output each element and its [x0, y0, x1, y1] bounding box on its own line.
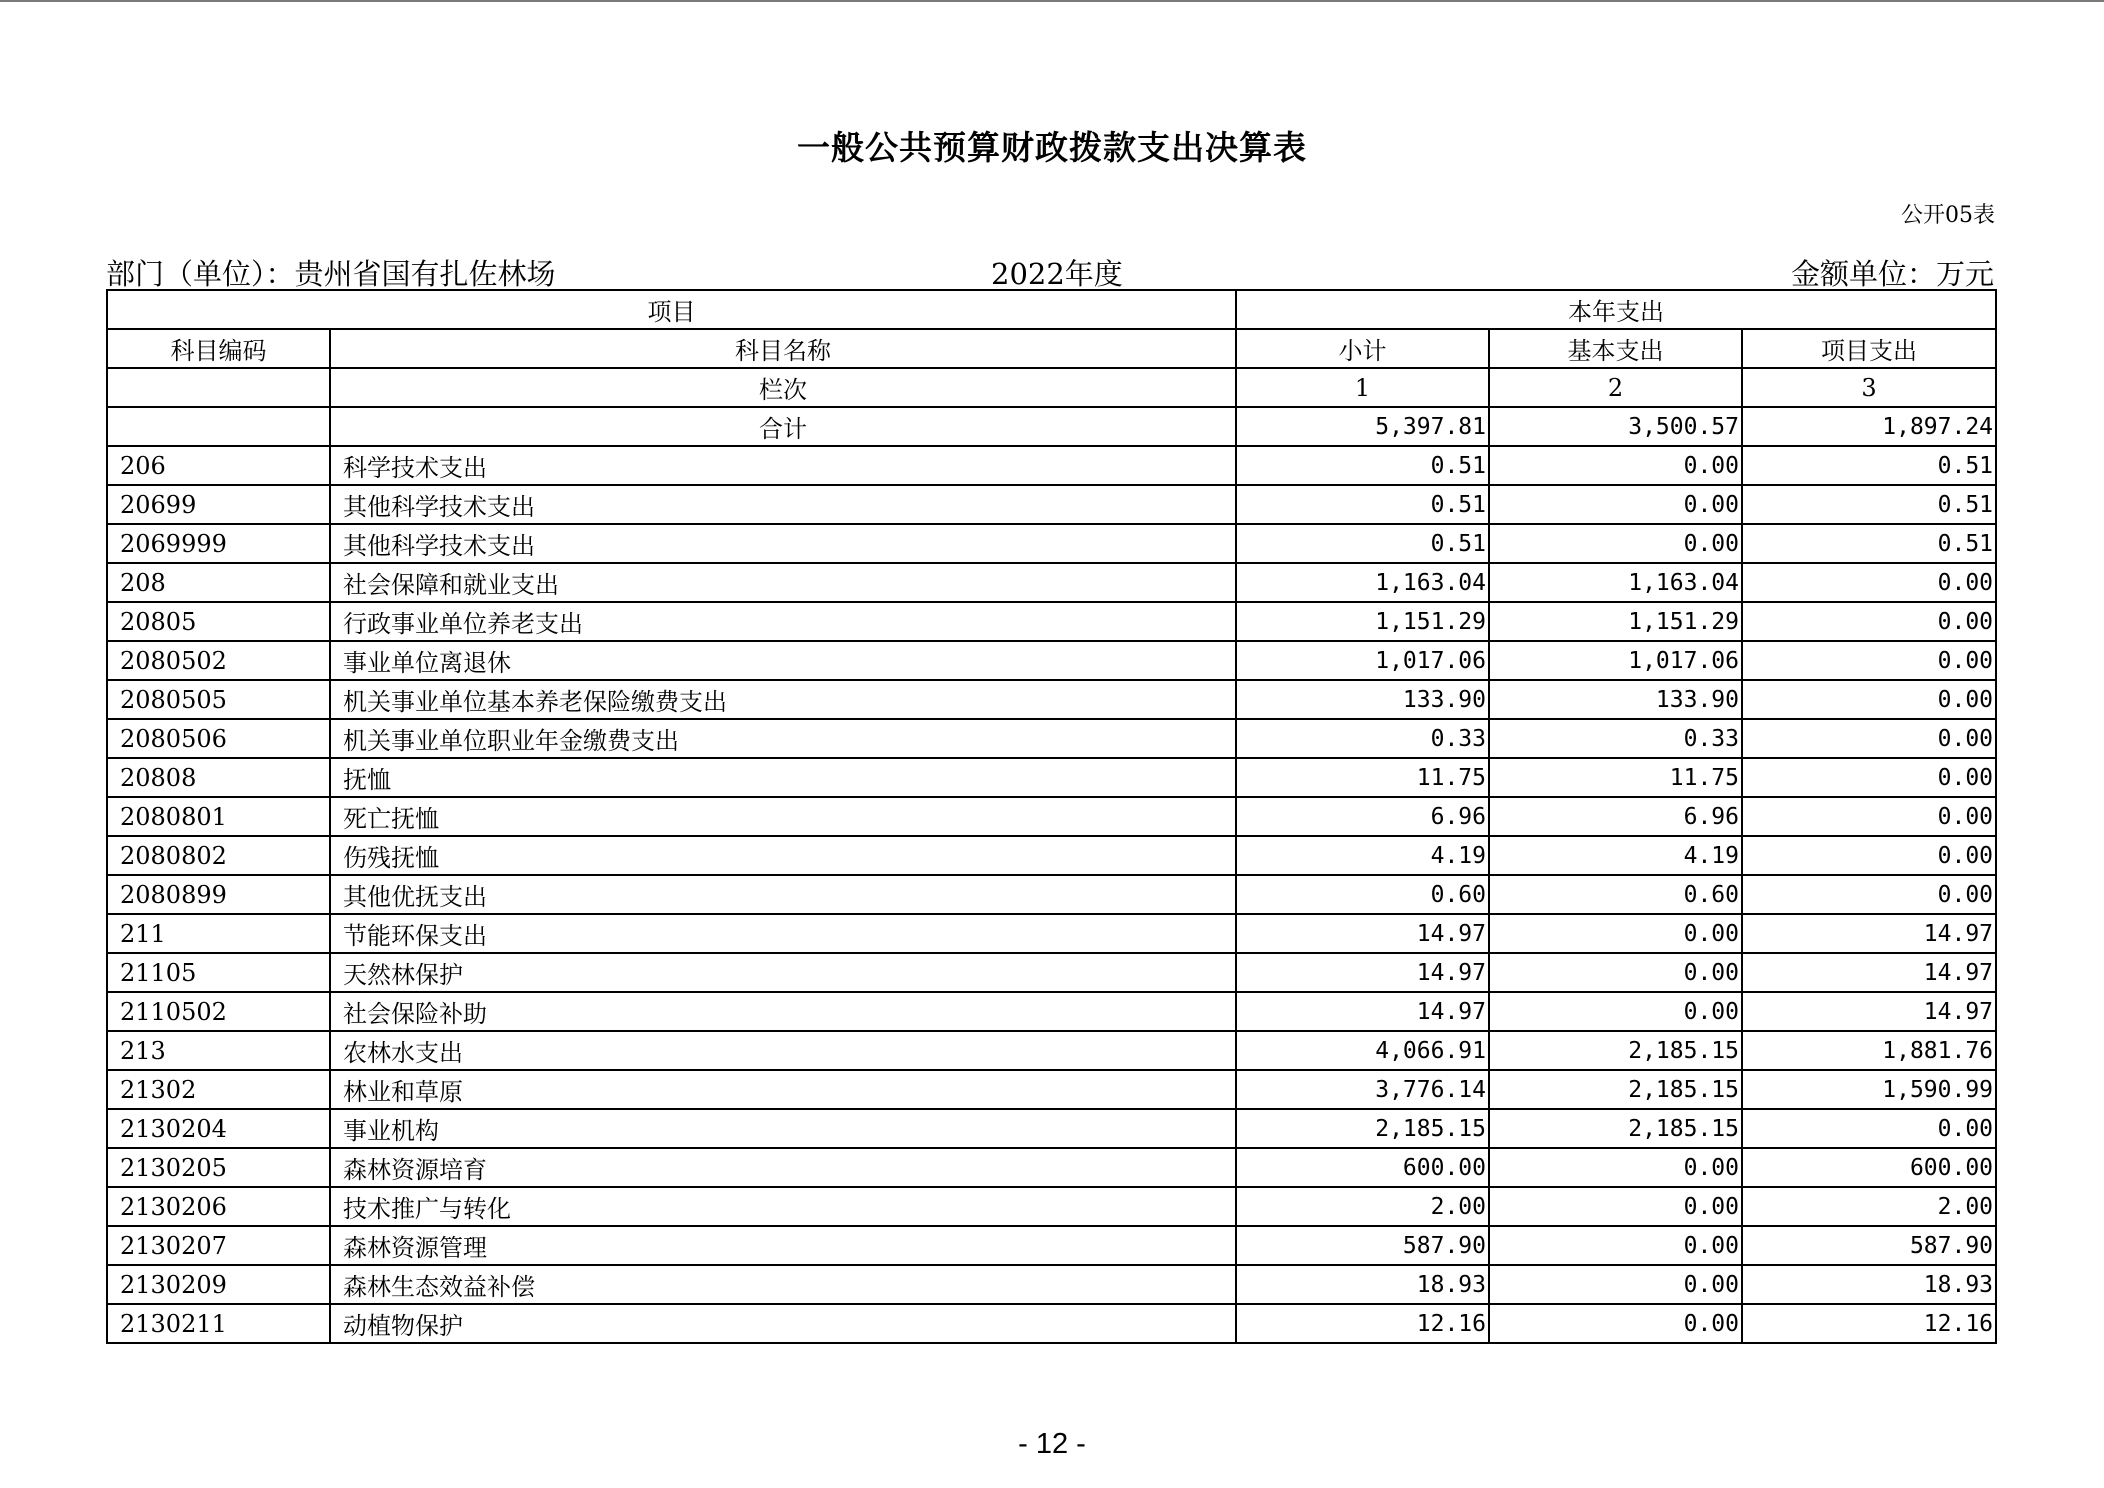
row-name: 技术推广与转化: [330, 1187, 1236, 1226]
row-project: 12.16: [1742, 1304, 1996, 1343]
total-project: 1,897.24: [1742, 407, 1996, 446]
row-subtotal: 6.96: [1236, 797, 1489, 836]
table-row: [107, 524, 1996, 563]
row-basic: 0.00: [1489, 992, 1742, 1031]
row-code: 206: [107, 446, 330, 485]
row-name: 社会保险补助: [330, 992, 1236, 1031]
row-name: 森林资源管理: [330, 1226, 1236, 1265]
total-basic: 3,500.57: [1489, 407, 1742, 446]
row-code: 2080506: [107, 719, 330, 758]
row-project: 0.00: [1742, 602, 1996, 641]
row-subtotal: 1,151.29: [1236, 602, 1489, 641]
row-subtotal: 14.97: [1236, 953, 1489, 992]
row-code: 2080801: [107, 797, 330, 836]
row-subtotal: 14.97: [1236, 992, 1489, 1031]
amount-unit: 金额单位：万元: [1790, 257, 1994, 291]
row-subtotal: 600.00: [1236, 1148, 1489, 1187]
row-project: 0.00: [1742, 836, 1996, 875]
fiscal-year: 2022年度: [991, 257, 1123, 291]
table-row: [107, 446, 1996, 485]
row-basic: 1,017.06: [1489, 641, 1742, 680]
table-row: [107, 992, 1996, 1031]
table-row: [107, 602, 1996, 641]
row-code: 2130206: [107, 1187, 330, 1226]
header-row-3: [107, 368, 1996, 407]
row-code: 21105: [107, 953, 330, 992]
row-code: 2080899: [107, 875, 330, 914]
row-name: 事业单位离退休: [330, 641, 1236, 680]
row-subtotal: 11.75: [1236, 758, 1489, 797]
header-project: 项目: [107, 290, 1236, 329]
row-basic: 0.00: [1489, 914, 1742, 953]
row-name: 林业和草原: [330, 1070, 1236, 1109]
row-code: 208: [107, 563, 330, 602]
row-basic: 0.00: [1489, 1265, 1742, 1304]
row-code: 2110502: [107, 992, 330, 1031]
table-row: [107, 1226, 1996, 1265]
row-project: 0.51: [1742, 524, 1996, 563]
total-subtotal: 5,397.81: [1236, 407, 1489, 446]
row-project: 14.97: [1742, 953, 1996, 992]
row-name: 节能环保支出: [330, 914, 1236, 953]
row-basic: 2,185.15: [1489, 1070, 1742, 1109]
row-project: 0.00: [1742, 758, 1996, 797]
row-name: 抚恤: [330, 758, 1236, 797]
row-basic: 2,185.15: [1489, 1109, 1742, 1148]
row-subtotal: 1,017.06: [1236, 641, 1489, 680]
row-name: 天然林保护: [330, 953, 1236, 992]
row-subtotal: 587.90: [1236, 1226, 1489, 1265]
header-subtotal: 小计: [1236, 329, 1489, 368]
column-index-2: 2: [1489, 368, 1742, 407]
row-basic: 0.00: [1489, 1304, 1742, 1343]
table-row: [107, 914, 1996, 953]
table-number: 公开05表: [1901, 203, 1995, 228]
row-project: 0.00: [1742, 680, 1996, 719]
row-name: 社会保障和就业支出: [330, 563, 1236, 602]
total-row: [107, 407, 1996, 446]
row-project: 587.90: [1742, 1226, 1996, 1265]
row-name: 机关事业单位职业年金缴费支出: [330, 719, 1236, 758]
row-code: 20808: [107, 758, 330, 797]
row-name: 科学技术支出: [330, 446, 1236, 485]
row-code: 2130205: [107, 1148, 330, 1187]
row-name: 事业机构: [330, 1109, 1236, 1148]
empty-cell: [107, 368, 330, 407]
row-basic: 1,163.04: [1489, 563, 1742, 602]
row-subtotal: 12.16: [1236, 1304, 1489, 1343]
row-basic: 0.00: [1489, 1148, 1742, 1187]
row-code: 2130204: [107, 1109, 330, 1148]
table-row: [107, 875, 1996, 914]
row-code: 2080505: [107, 680, 330, 719]
row-code: 2069999: [107, 524, 330, 563]
row-project: 0.00: [1742, 1109, 1996, 1148]
row-project: 0.51: [1742, 446, 1996, 485]
row-code: 2130211: [107, 1304, 330, 1343]
row-project: 1,590.99: [1742, 1070, 1996, 1109]
row-project: 14.97: [1742, 914, 1996, 953]
row-basic: 0.00: [1489, 1226, 1742, 1265]
row-name: 森林生态效益补偿: [330, 1265, 1236, 1304]
row-basic: 0.60: [1489, 875, 1742, 914]
row-code: 2130209: [107, 1265, 330, 1304]
row-subtotal: 2,185.15: [1236, 1109, 1489, 1148]
table-row: [107, 953, 1996, 992]
row-subtotal: 0.33: [1236, 719, 1489, 758]
row-project: 0.00: [1742, 563, 1996, 602]
row-name: 其他优抚支出: [330, 875, 1236, 914]
row-name: 森林资源培育: [330, 1148, 1236, 1187]
row-project: 600.00: [1742, 1148, 1996, 1187]
row-subtotal: 4.19: [1236, 836, 1489, 875]
row-basic: 0.00: [1489, 446, 1742, 485]
total-label: 合计: [330, 407, 1236, 446]
row-code: 20805: [107, 602, 330, 641]
row-name: 其他科学技术支出: [330, 524, 1236, 563]
table-row: [107, 1031, 1996, 1070]
table-row: [107, 836, 1996, 875]
row-basic: 0.00: [1489, 953, 1742, 992]
table-row: [107, 1148, 1996, 1187]
table-row: [107, 485, 1996, 524]
row-subtotal: 0.51: [1236, 524, 1489, 563]
row-code: 2080502: [107, 641, 330, 680]
header-project-expense: 项目支出: [1742, 329, 1996, 368]
header-row-2: [107, 329, 1996, 368]
row-project: 2.00: [1742, 1187, 1996, 1226]
empty-cell: [107, 407, 330, 446]
table-row: [107, 563, 1996, 602]
row-basic: 0.00: [1489, 1187, 1742, 1226]
table-row: [107, 1187, 1996, 1226]
table-row: [107, 719, 1996, 758]
table-row: [107, 680, 1996, 719]
table-row: [107, 758, 1996, 797]
table-row: [107, 1304, 1996, 1343]
row-subtotal: 3,776.14: [1236, 1070, 1489, 1109]
row-project: 0.51: [1742, 485, 1996, 524]
row-basic: 11.75: [1489, 758, 1742, 797]
header-current-year: 本年支出: [1236, 290, 1996, 329]
table-row: [107, 1109, 1996, 1148]
row-subtotal: 0.51: [1236, 485, 1489, 524]
row-basic: 0.00: [1489, 524, 1742, 563]
row-subtotal: 14.97: [1236, 914, 1489, 953]
row-subtotal: 133.90: [1236, 680, 1489, 719]
column-index-1: 1: [1236, 368, 1489, 407]
table-row: [107, 1265, 1996, 1304]
row-basic: 133.90: [1489, 680, 1742, 719]
header-code: 科目编码: [107, 329, 330, 368]
row-basic: 0.33: [1489, 719, 1742, 758]
row-project: 1,881.76: [1742, 1031, 1996, 1070]
page-title: 一般公共预算财政拨款支出决算表: [797, 128, 1307, 167]
budget-table: [106, 289, 1997, 1344]
row-code: 211: [107, 914, 330, 953]
row-name: 伤残抚恤: [330, 836, 1236, 875]
table-row: [107, 797, 1996, 836]
row-basic: 2,185.15: [1489, 1031, 1742, 1070]
header-row-1: [107, 290, 1996, 329]
row-subtotal: 0.60: [1236, 875, 1489, 914]
row-basic: 6.96: [1489, 797, 1742, 836]
row-subtotal: 18.93: [1236, 1265, 1489, 1304]
row-basic: 1,151.29: [1489, 602, 1742, 641]
header-name: 科目名称: [330, 329, 1236, 368]
row-name: 机关事业单位基本养老保险缴费支出: [330, 680, 1236, 719]
row-code: 20699: [107, 485, 330, 524]
row-code: 2080802: [107, 836, 330, 875]
row-subtotal: 0.51: [1236, 446, 1489, 485]
row-subtotal: 4,066.91: [1236, 1031, 1489, 1070]
column-index-3: 3: [1742, 368, 1996, 407]
row-code: 213: [107, 1031, 330, 1070]
row-name: 农林水支出: [330, 1031, 1236, 1070]
header-basic: 基本支出: [1489, 329, 1742, 368]
row-code: 21302: [107, 1070, 330, 1109]
row-name: 其他科学技术支出: [330, 485, 1236, 524]
row-code: 2130207: [107, 1226, 330, 1265]
row-project: 0.00: [1742, 641, 1996, 680]
row-name: 死亡抚恤: [330, 797, 1236, 836]
row-basic: 4.19: [1489, 836, 1742, 875]
row-project: 0.00: [1742, 719, 1996, 758]
page-number: - 12 -: [1018, 1428, 1086, 1460]
row-name: 动植物保护: [330, 1304, 1236, 1343]
row-project: 18.93: [1742, 1265, 1996, 1304]
row-subtotal: 2.00: [1236, 1187, 1489, 1226]
department-label: 部门（单位）：贵州省国有扎佐林场: [106, 257, 556, 291]
row-name: 行政事业单位养老支出: [330, 602, 1236, 641]
header-column-index: 栏次: [330, 368, 1236, 407]
row-subtotal: 1,163.04: [1236, 563, 1489, 602]
row-project: 0.00: [1742, 875, 1996, 914]
row-project: 0.00: [1742, 797, 1996, 836]
row-project: 14.97: [1742, 992, 1996, 1031]
table-row: [107, 1070, 1996, 1109]
table-row: [107, 641, 1996, 680]
top-border-line: [0, 0, 2104, 2]
row-basic: 0.00: [1489, 485, 1742, 524]
